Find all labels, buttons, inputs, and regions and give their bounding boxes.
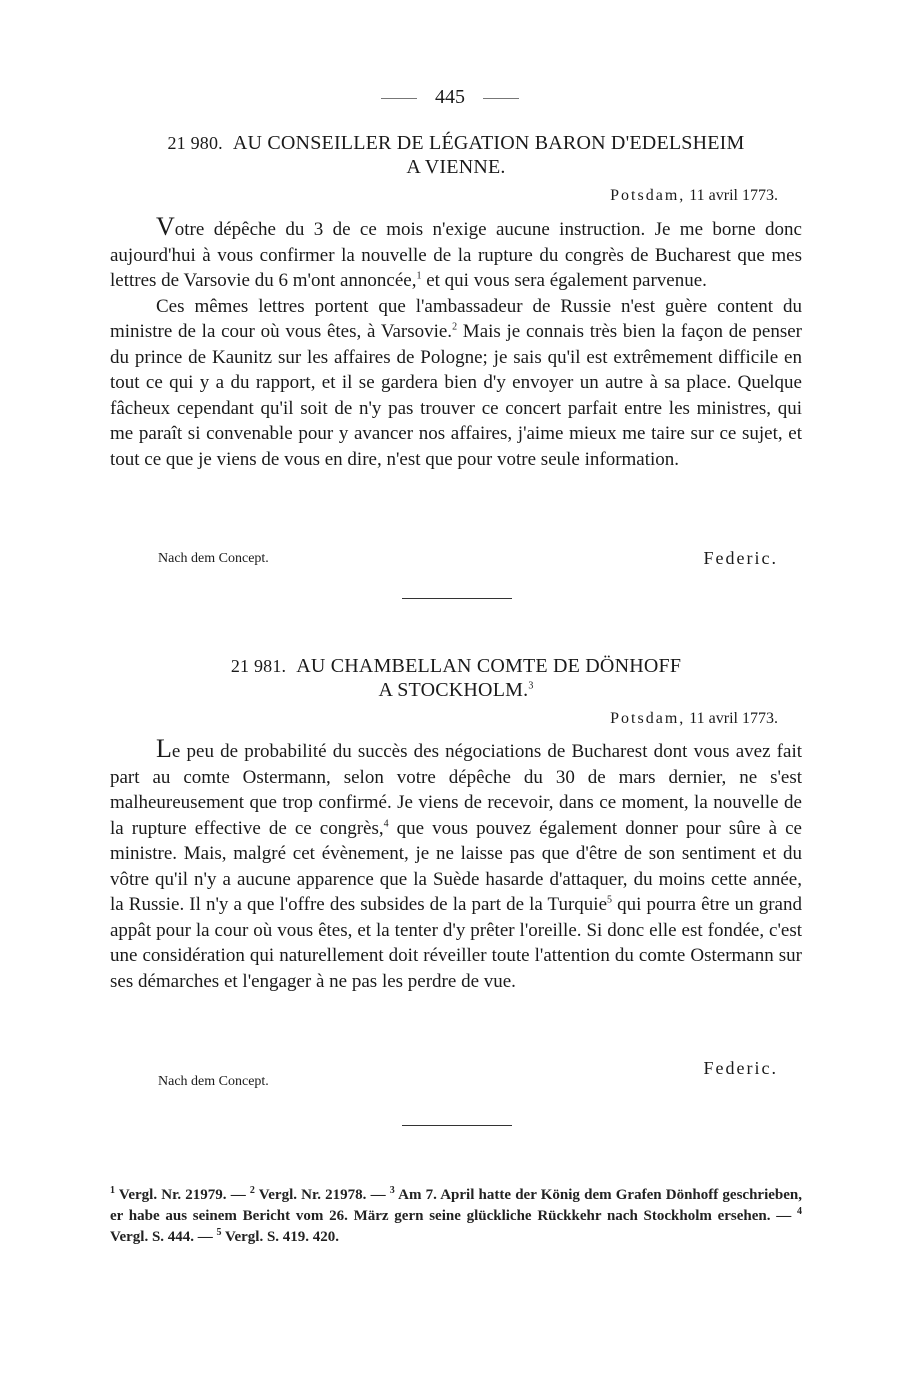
footnote-mark-4: 4 [797,1206,802,1217]
header-dash-right [483,98,519,99]
letter-2-date: 11 avril 1773. [689,710,778,727]
letter-1-title-line2: A VIENNE. [406,156,506,178]
letter-2-paragraph-1 [110,736,802,994]
letter-2-initial: L [156,734,172,763]
letter-2-title-line2: A STOCKHOLM. [378,679,529,701]
letter-1-paragraph-2-text: Ces mêmes lettres portent que l'ambassadeur de Russie n'est guère content du ministre de la cour où vous êtes, à Varsovie. [110,295,802,342]
letter-1-paragraph-1-text: otre dépêche du 3 de ce mois n'exige aucune instruction. Je me borne donc aujourd'hui à vous confirmer la nouvelle de la rupture du congrès de Bucharest que mes lettres de Varsovie du 6 m'ont annoncée, [110,219,802,291]
footnote-5: Vergl. S. 419. 420. [225,1229,340,1245]
separator-rule-1 [402,598,512,599]
page-number: 445 [435,86,465,108]
letter-1-paragraph-2 [110,294,802,473]
page-header [0,86,900,109]
footnote-mark-3: 3 [389,1185,395,1196]
letter-1-paragraph-2-text-after: Mais je connais très bien la façon de penser du prince de Kaunitz sur les affaires de Pologne; je sais qu'il est extrêmement difficile en tout ce qui y a du rapport, et il se gardera bien d'y envoyer un autre à sa place. Quelque fâcheux cependant qu'il soit de n'y pas trouver ce concert parfait entre les ministres, qui me paraît si convenable pour y avancer nos affaires, j'aime mieux me taire sur ce sujet, et tout ce que je viens de vous en dire, n'est que pour votre seule information. [110,321,802,470]
letter-1-title [110,131,802,179]
footnote-ref-2: 2 [452,321,458,333]
footnote-3: Am 7. April hatte der König dem Grafen Dönhoff geschrieben, er habe aus seinem Bericht vom 26. März gern seine glückliche Rückkehr nach Stockholm ersehen. — [110,1187,802,1224]
letter-1-signature: Federic. [703,548,778,568]
letter-1-date: 11 avril 1773. [689,187,778,204]
letter-2-place-date [610,710,778,728]
letter-2-paragraph-1-text: e peu de probabilité du succès des négociations de Bucharest dont vous avez fait part au comte Ostermann, selon votre dépêche du 30 de mars dernier, ne s'est malheureusement que trop confirmé. Je viens de recevoir, dans ce moment, la nouvelle de la rupture effective de ce congrès, [110,741,802,839]
letter-1-body [110,214,802,472]
letter-2-paragraph-1-text-after: que vous pouvez également donner pour sûre à ce ministre. Mais, malgré cet évènement, je ne laisse pas que d'être de son sentiment et du vôtre qu'il n'y a aucune apparence que la Suède hasarde d'attaquer, du moins cette année, la Russie. Il n'y a que l'offre des subsides de la part de la Turquie [110,817,802,915]
letter-1-place: Potsdam, [610,187,686,204]
footnote-mark-1: 1 [110,1185,115,1196]
letter-2-body [110,736,802,994]
letter-2-title-line1: AU CHAMBELLAN COMTE DE DÖNHOFF [296,655,682,677]
footnote-mark-2: 2 [249,1185,255,1196]
letter-2-title [110,654,802,702]
footnote-1: Vergl. Nr. 21979. — [118,1187,246,1203]
letter-1-place-date [610,187,778,205]
letter-2-paragraph-1-text-after2: qui pourra être un grand appât pour la cour où vous êtes, et la tenter d'y prêter l'oreille. Si donc elle est fondée, c'est une considération qui naturellement doit réveiller toute l'attention du comte Ostermann sur ses démarches et l'engager à ne pas les perdre de vue. [110,894,802,992]
footnote-ref-4: 4 [383,818,389,830]
letter-2-number: 21 981. [230,656,287,676]
letter-1-paragraph-1-text-after: et qui vous sera également parvenue. [421,270,707,291]
footnote-4: Vergl. S. 444. — [110,1229,213,1245]
letter-2-place: Potsdam, [610,710,686,727]
letter-1-number: 21 980. [167,133,223,153]
footnotes [110,1185,802,1248]
letter-2-source: Nach dem Concept. [158,1074,269,1089]
letter-2-signature: Federic. [703,1058,778,1078]
letter-1-title-line1: AU CONSEILLER DE LÉGATION BARON D'EDELSHEIM [232,132,745,154]
footnote-ref-1: 1 [416,270,422,282]
letter-1-paragraph-1 [110,214,802,294]
footnote-ref-3: 3 [528,680,534,692]
separator-rule-2 [402,1125,512,1126]
header-dash-left [381,98,417,99]
footnote-2: Vergl. Nr. 21978. — [258,1187,386,1203]
footnote-ref-5: 5 [607,894,613,906]
footnote-mark-5: 5 [216,1227,222,1238]
letter-1-source: Nach dem Concept. [158,551,269,566]
letter-1-initial: V [156,212,175,241]
